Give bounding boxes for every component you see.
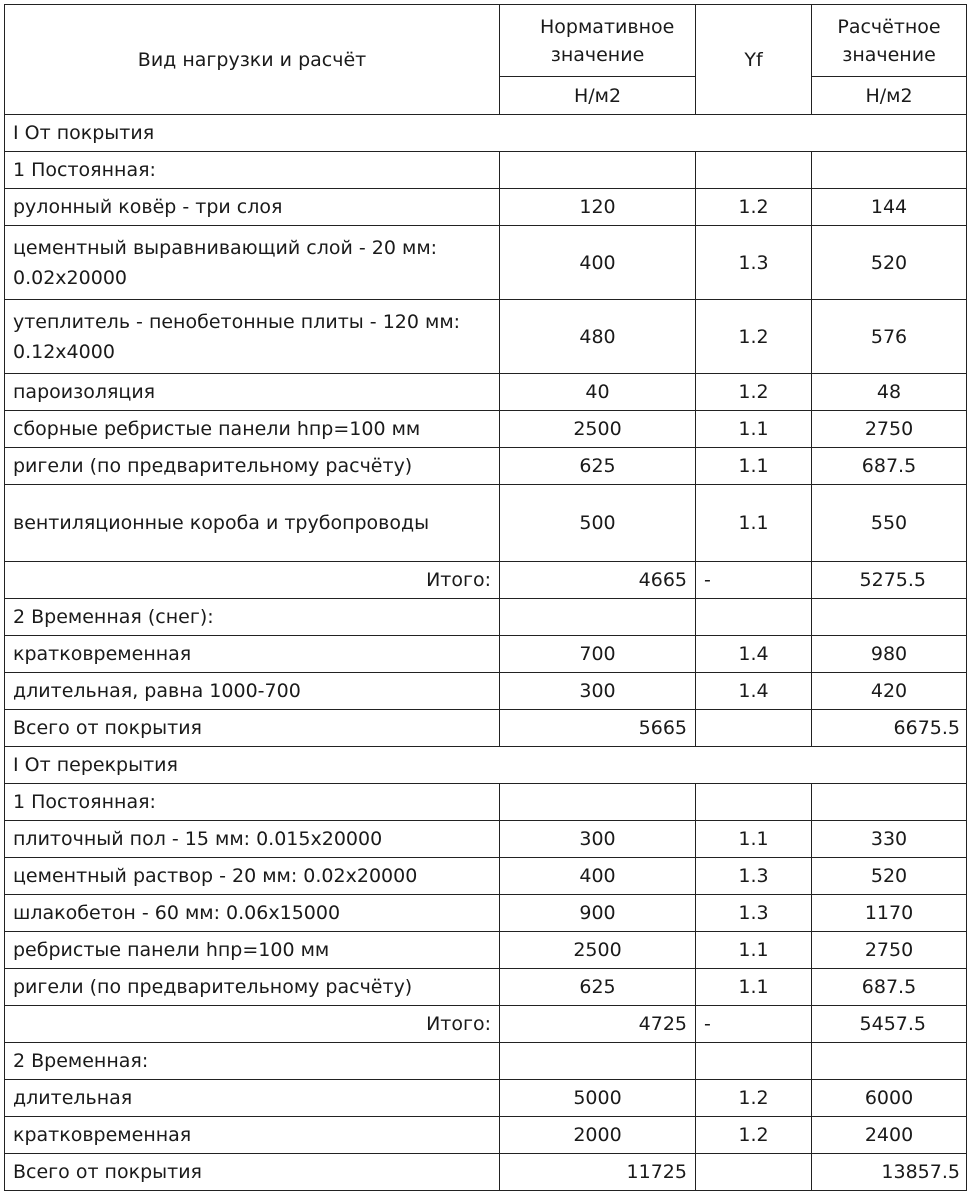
row-normative-value: 2000 [500, 1117, 696, 1154]
header-normative-value: Нормативное значение [500, 5, 696, 77]
row-gamma-f: 1.3 [696, 858, 812, 895]
row-normative-value: 625 [500, 969, 696, 1006]
row-calculated-value: 980 [812, 636, 967, 673]
row-gamma-f [696, 710, 812, 747]
row-gamma-f: 1.1 [696, 448, 812, 485]
row-label: I От перекрытия [5, 747, 967, 784]
row-gamma-f [696, 599, 812, 636]
table-row [5, 1043, 967, 1080]
table-row [5, 448, 967, 485]
row-normative-value: 5000 [500, 1080, 696, 1117]
table-row [5, 969, 967, 1006]
row-normative-value: 120 [500, 189, 696, 226]
row-calculated-value: 520 [812, 226, 967, 300]
row-calculated-value [812, 1043, 967, 1080]
table-row [5, 1117, 967, 1154]
row-gamma-f: 1.2 [696, 374, 812, 411]
row-label: 1 Постоянная: [5, 152, 500, 189]
row-calculated-value: 330 [812, 821, 967, 858]
row-label: рулонный ковёр - три слоя [5, 189, 500, 226]
row-label: ригели (по предварительному расчёту) [5, 448, 500, 485]
table-row [5, 485, 967, 562]
row-label: цементный раствор - 20 мм: 0.02х20000 [5, 858, 500, 895]
row-calculated-value: 420 [812, 673, 967, 710]
row-calculated-value: 13857.5 [812, 1154, 967, 1191]
row-normative-value: 480 [500, 300, 696, 374]
row-normative-value: 700 [500, 636, 696, 673]
row-normative-value: 400 [500, 226, 696, 300]
table-row [5, 300, 967, 374]
row-calculated-value: 2400 [812, 1117, 967, 1154]
table-row [5, 411, 967, 448]
row-label: ригели (по предварительному расчёту) [5, 969, 500, 1006]
row-normative-value: 400 [500, 858, 696, 895]
row-calculated-value: 6000 [812, 1080, 967, 1117]
row-calculated-value [812, 784, 967, 821]
table-row [5, 599, 967, 636]
row-calculated-value: 2750 [812, 411, 967, 448]
row-normative-value: 300 [500, 673, 696, 710]
row-label: 1 Постоянная: [5, 784, 500, 821]
row-calculated-value: 550 [812, 485, 967, 562]
table-row [5, 152, 967, 189]
row-label: цементный выравнивающий слой - 20 мм: 0.02х20000 [5, 226, 500, 300]
table-row-total [5, 710, 967, 747]
row-calculated-value: 48 [812, 374, 967, 411]
row-normative-value: 2500 [500, 411, 696, 448]
header-calculated-unit: Н/м2 [812, 77, 967, 115]
row-gamma-f: - [696, 1006, 812, 1043]
row-normative-value: 900 [500, 895, 696, 932]
table-row [5, 747, 967, 784]
table-row-subtotal [5, 1006, 967, 1043]
row-normative-value: 5665 [500, 710, 696, 747]
row-gamma-f: 1.2 [696, 189, 812, 226]
table-row [5, 784, 967, 821]
row-normative-value: 40 [500, 374, 696, 411]
header-normative-unit: Н/м2 [500, 77, 696, 115]
header-gamma-f: Yf [696, 5, 812, 115]
table-row [5, 636, 967, 673]
row-normative-value [500, 1043, 696, 1080]
table-row [5, 374, 967, 411]
row-calculated-value: 687.5 [812, 969, 967, 1006]
row-gamma-f: 1.1 [696, 932, 812, 969]
row-calculated-value: 6675.5 [812, 710, 967, 747]
row-gamma-f: - [696, 562, 812, 599]
row-gamma-f: 1.4 [696, 673, 812, 710]
row-label: длительная [5, 1080, 500, 1117]
row-gamma-f: 1.1 [696, 411, 812, 448]
table-row [5, 189, 967, 226]
row-gamma-f: 1.2 [696, 1117, 812, 1154]
row-label: кратковременная [5, 636, 500, 673]
row-calculated-value: 2750 [812, 932, 967, 969]
row-calculated-value: 5275.5 [812, 562, 967, 599]
row-calculated-value: 5457.5 [812, 1006, 967, 1043]
row-calculated-value: 576 [812, 300, 967, 374]
row-label: сборные ребристые панели hпр=100 мм [5, 411, 500, 448]
row-label: 2 Временная (снег): [5, 599, 500, 636]
table-row [5, 895, 967, 932]
row-label: Всего от покрытия [5, 710, 500, 747]
table-row [5, 1080, 967, 1117]
row-gamma-f: 1.1 [696, 485, 812, 562]
table-header [5, 5, 967, 115]
row-normative-value: 2500 [500, 932, 696, 969]
table-row [5, 932, 967, 969]
row-label: кратковременная [5, 1117, 500, 1154]
row-label: пароизоляция [5, 374, 500, 411]
row-normative-value [500, 599, 696, 636]
row-calculated-value: 520 [812, 858, 967, 895]
table-row [5, 673, 967, 710]
row-label: длительная, равна 1000-700 [5, 673, 500, 710]
row-gamma-f: 1.1 [696, 969, 812, 1006]
row-normative-value: 300 [500, 821, 696, 858]
row-normative-value: 4725 [500, 1006, 696, 1043]
header-load-type: Вид нагрузки и расчёт [5, 5, 500, 115]
table-row [5, 821, 967, 858]
row-gamma-f: 1.2 [696, 300, 812, 374]
table-row [5, 858, 967, 895]
row-label: шлакобетон - 60 мм: 0.06х15000 [5, 895, 500, 932]
row-normative-value: 11725 [500, 1154, 696, 1191]
row-label: плиточный пол - 15 мм: 0.015х20000 [5, 821, 500, 858]
row-calculated-value: 144 [812, 189, 967, 226]
row-label: 2 Временная: [5, 1043, 500, 1080]
row-gamma-f: 1.4 [696, 636, 812, 673]
row-normative-value: 625 [500, 448, 696, 485]
row-normative-value [500, 784, 696, 821]
table-row [5, 115, 967, 152]
row-label: I От покрытия [5, 115, 967, 152]
table-row-subtotal [5, 562, 967, 599]
row-gamma-f: 1.2 [696, 1080, 812, 1117]
row-gamma-f [696, 784, 812, 821]
row-label: Итого: [5, 562, 500, 599]
row-gamma-f: 1.1 [696, 821, 812, 858]
row-gamma-f: 1.3 [696, 895, 812, 932]
header-calculated-value: Расчётное значение [812, 5, 967, 77]
row-label: Итого: [5, 1006, 500, 1043]
load-table [4, 4, 967, 1191]
row-gamma-f [696, 1043, 812, 1080]
row-normative-value [500, 152, 696, 189]
row-label: утеплитель - пенобетонные плиты - 120 мм: 0.12х4000 [5, 300, 500, 374]
row-calculated-value [812, 599, 967, 636]
row-calculated-value [812, 152, 967, 189]
row-label: вентиляционные короба и трубопроводы [5, 485, 500, 562]
row-gamma-f [696, 152, 812, 189]
row-gamma-f: 1.3 [696, 226, 812, 300]
table-row-total [5, 1154, 967, 1191]
row-normative-value: 500 [500, 485, 696, 562]
row-calculated-value: 1170 [812, 895, 967, 932]
row-label: ребристые панели hпр=100 мм [5, 932, 500, 969]
table-row [5, 226, 967, 300]
row-calculated-value: 687.5 [812, 448, 967, 485]
row-label: Всего от покрытия [5, 1154, 500, 1191]
row-normative-value: 4665 [500, 562, 696, 599]
row-gamma-f [696, 1154, 812, 1191]
